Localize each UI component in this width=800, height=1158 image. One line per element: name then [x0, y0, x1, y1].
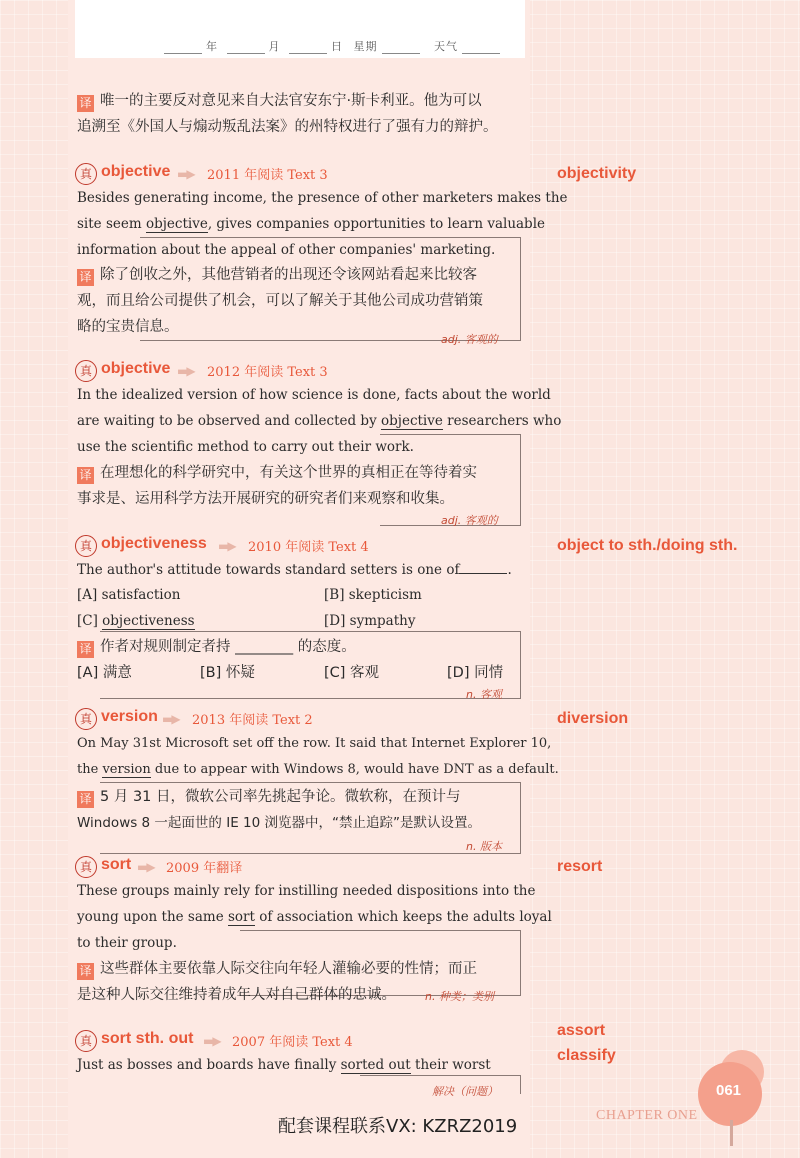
arrow-icon: ▬▶ [203, 1034, 220, 1048]
flower-stem [730, 1120, 733, 1146]
example-line: information about the appeal of other companies' marketing. [77, 242, 496, 258]
option-c: [C] objectiveness [77, 613, 195, 629]
entry-source: 2010 年阅读 Text 4 [248, 540, 369, 555]
exam-badge: 真 [75, 535, 97, 557]
entry-word: objectiveness [101, 535, 207, 552]
example-line: young upon the same sort of association which keeps the adults loyal [77, 909, 552, 925]
exam-badge: 真 [75, 360, 97, 382]
arrow-icon: ▬▶ [162, 712, 179, 726]
entry-word: version [101, 708, 158, 725]
gloss-label: adj. 客观的 [441, 514, 498, 527]
entry-source: 2013 年阅读 Text 2 [192, 713, 313, 728]
translation-badge: 译 [77, 269, 94, 286]
translation-line: 事求是、运用科学方法开展研究的研究者们来观察和收集。 [77, 491, 454, 507]
arrow-icon: ▬▶ [218, 539, 235, 553]
example-line: These groups mainly rely for instilling needed dispositions into the [77, 883, 536, 899]
zh-option-b: [B] 怀疑 [200, 665, 255, 681]
entry-word: objective [101, 163, 171, 180]
arrow-icon: ▬▶ [177, 364, 194, 378]
top-translation-line-1: 译 唯一的主要反对意见来自大法官安东宁·斯卡利亚。他为可以 [77, 88, 482, 114]
example-line: In the idealized version of how science is done, facts about the world [77, 387, 551, 403]
translation-badge: 译 [77, 467, 94, 484]
translation-badge: 译 [77, 95, 94, 112]
date-line: 年 月 日 星期 天气 [160, 38, 504, 54]
translation-line: 观，而且给公司提供了机会，可以了解关于其他公司成功营销策 [77, 293, 483, 309]
translation-line: Windows 8 一起面世的 IE 10 浏览器中，“禁止追踪”是默认设置。 [77, 815, 481, 831]
exam-badge: 真 [75, 163, 97, 185]
side-note-word: resort [557, 858, 603, 875]
translation-badge: 译 [77, 963, 94, 980]
entry-source: 2012 年阅读 Text 3 [207, 365, 328, 380]
contact-watermark: 配套课程联系VX: KZRZ2019 [278, 1116, 518, 1137]
side-note-word: diversion [557, 710, 629, 727]
zh-option-a: [A] 满意 [77, 665, 132, 681]
translation-badge: 译 [77, 791, 94, 808]
entry-word: sort [101, 856, 132, 873]
translation-line: 译 这些群体主要依靠人际交往向年轻人灌输必要的性情；而正 [77, 956, 477, 982]
translation-line: 略的宝贵信息。 [77, 319, 179, 335]
question-line: The author's attitude towards standard setters is one of . [77, 562, 512, 578]
example-line: are waiting to be observed and collected by objective researchers who [77, 413, 562, 429]
side-note-word: classify [557, 1047, 616, 1064]
example-line: Besides generating income, the presence of other marketers makes the [77, 190, 568, 206]
chapter-label: CHAPTER ONE [596, 1108, 698, 1123]
example-line: site seem objective, gives companies opportunities to learn valuable [77, 216, 546, 232]
option-b: [B] skepticism [324, 587, 422, 603]
gloss-label: n. 版本 [466, 840, 502, 853]
gloss-label: 解决（问题） [432, 1085, 498, 1098]
example-line: Just as bosses and boards have finally sorted out their worst [77, 1057, 491, 1073]
zh-option-c: [C] 客观 [324, 665, 380, 681]
entry-word: objective [101, 360, 171, 377]
translation-line: 是这种人际交往维持着成年人对自己群体的忠诚。 [77, 987, 396, 1003]
entry-word: sort sth. out [101, 1030, 194, 1047]
gloss-label: adj. 客观的 [441, 333, 498, 346]
entry-source: 2011 年阅读 Text 3 [207, 168, 328, 183]
gloss-label: n. 客观 [466, 688, 502, 701]
exam-badge: 真 [75, 856, 97, 878]
option-a: [A] satisfaction [77, 587, 181, 603]
translation-badge: 译 [77, 641, 94, 658]
example-line: On May 31st Microsoft set off the row. It said that Internet Explorer 10, [77, 736, 552, 751]
exam-badge: 真 [75, 1030, 97, 1052]
entry-source: 2007 年阅读 Text 4 [232, 1035, 353, 1050]
arrow-icon: ▬▶ [137, 860, 154, 874]
example-line: the version due to appear with Windows 8, would have DNT as a default. [77, 762, 559, 777]
side-note-word: object to sth./doing sth. [557, 537, 738, 554]
entry-source: 2009 年翻译 [166, 861, 243, 876]
gloss-label: n. 种类；类别 [425, 990, 494, 1003]
page-number: 061 [716, 1082, 742, 1099]
zh-option-d: [D] 同情 [447, 665, 504, 681]
example-line: to their group. [77, 935, 177, 951]
example-line: use the scientific method to carry out their work. [77, 439, 414, 455]
arrow-icon: ▬▶ [177, 167, 194, 181]
side-note-word: assort [557, 1022, 606, 1039]
side-note-word: objectivity [557, 165, 637, 182]
translation-line: 译 作者对规则制定者持 ________ 的态度。 [77, 634, 356, 660]
translation-line: 译 5 月 31 日，微软公司率先挑起争论。微软称，在预计与 [77, 784, 461, 810]
translation-line: 译 除了创收之外，其他营销者的出现还令该网站看起来比较客 [77, 262, 477, 288]
exam-badge: 真 [75, 708, 97, 730]
top-translation-line-2: 追溯至《外国人与煽动叛乱法案》的州特权进行了强有力的辩护。 [77, 119, 498, 135]
option-d: [D] sympathy [324, 613, 416, 629]
translation-line: 译 在理想化的科学研究中，有关这个世界的真相正在等待着实 [77, 460, 477, 486]
